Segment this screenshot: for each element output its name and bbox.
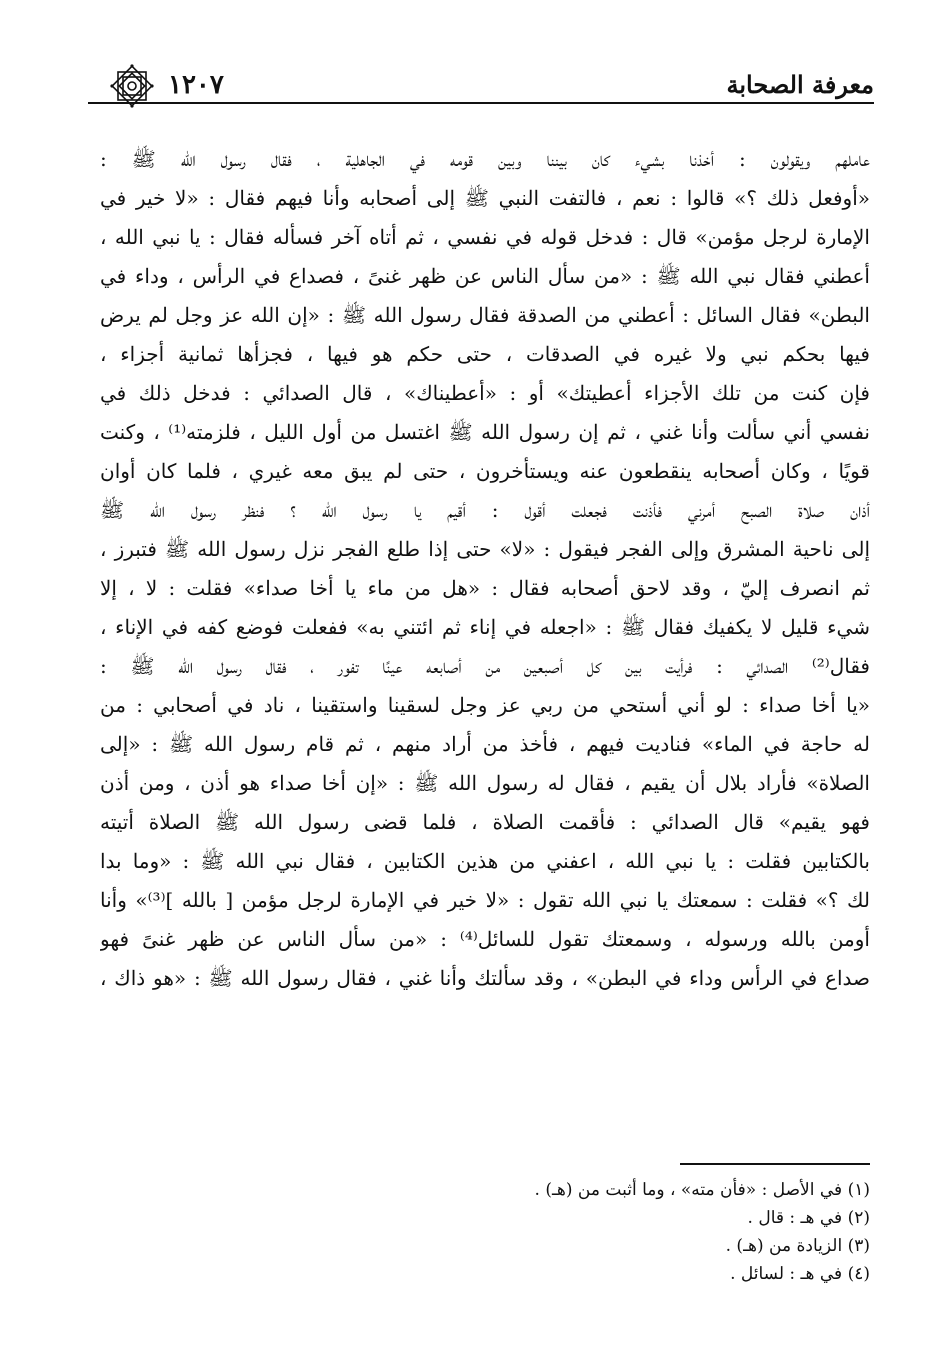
text-line: له حاجة في الماء» فناديت فيهم ، فأخذ من أراد منهم ، ثم قام رسول الله ﷺ : «إلى [100, 732, 870, 756]
text-line: صداع في الرأس وداء في البطن» ، وقد سألتك وأنا غني ، فقال رسول الله ﷺ : «هو ذاك ، [100, 966, 870, 990]
text-line: أعطني فقال نبي الله ﷺ : «من سأل الناس عن ظهر غنىً ، فصداع في الرأس ، وداء في [100, 264, 870, 288]
footnote: (١) في الأصل : «فأن مته» ، وما أثبت من (هـ) . [534, 1180, 870, 1200]
text-line: «أوفعل ذلك ؟» قالوا : نعم ، فالتفت النبي ﷺ إلى أصحابه وأنا فيهم فقال : «لا خير في [100, 186, 870, 210]
text-line: فهو يقيم» قال الصدائي : فأقمت الصلاة ، فلما قضى رسول الله ﷺ الصلاة أتيته [100, 810, 870, 834]
text-line: نفسي أني سألت وأنا غني ، ثم إن رسول الله ﷺ اغتسل من أول الليل ، فلزمته⁽¹⁾ ، وكنت [100, 420, 870, 444]
text-line: أذان صلاة الصبح أمرني فأذنت فجعلت أقول : أقيم يا رسول الله ؟ فنظر رسول الله ﷺ [100, 498, 870, 522]
text-line: شيء قليل لا يكفيك فقال ﷺ : «اجعله في إناء ثم ائتني به» ففعلت فوضع كفه في الإناء ، [100, 615, 870, 639]
text-line: الإمارة لرجل مؤمن» قال : فدخل قوله في نفسي ، ثم أتاه آخر فسأله فقال : يا نبي الله ، [100, 225, 870, 249]
footnote: (٢) في هـ : قال . [747, 1208, 870, 1228]
footnote-divider [680, 1163, 870, 1165]
text-line: أومن بالله ورسوله ، وسمعتك تقول للسائل⁽⁴⁾ : «من سأل الناس عن ظهر غنىً فهو [100, 927, 870, 951]
main-text [100, 140, 870, 998]
text-line: فقال⁽²⁾ الصدائي : فرأيت بين كل أصبعين من أصابعه عينًا تفور ، فقال رسول الله ﷺ : [100, 654, 870, 678]
text-line: الصلاة» فأراد بلال أن يقيم ، فقال له رسول الله ﷺ : «إن أخا صداء هو أذن ، ومن أذن [100, 771, 870, 795]
running-title: معرفة الصحابة [726, 70, 874, 99]
footnotes [100, 1176, 870, 1288]
text-line: ثم انصرف إليّ ، وقد لاحق أصحابه فقال : «هل من ماء يا أخا صداء» فقلت : لا ، إلا [100, 576, 870, 600]
text-line: عاملهم ويقولون : أخذنا بشيء كان بيننا وبين قومه في الجاهلية ، فقال رسول الله ﷺ : [100, 147, 870, 171]
header-rule [88, 102, 874, 104]
text-line: إلى ناحية المشرق وإلى الفجر فيقول : «لا» حتى إذا طلع الفجر نزل رسول الله ﷺ فتبرز ، [100, 537, 870, 561]
text-line: لك ؟» فقلت : سمعتك يا نبي الله تقول : «لا خير في الإمارة لرجل مؤمن [ بالله ]⁽³⁾» وأنا [100, 888, 870, 912]
text-line: بالكتابين فقلت : يا نبي الله ، اعفني من هذين الكتابين ، فقال نبي الله ﷺ : «وما بدا [100, 849, 870, 873]
page-header [88, 58, 874, 110]
text-line: فيها بحكم نبي ولا غيره في الصدقات ، حتى حكم هو فيها ، فجزأها ثمانية أجزاء ، [100, 342, 870, 366]
text-line: قويًا ، وكان أصحابه ينقطعون عنه ويستأخرون ، حتى لم يبق معه غيري ، فلما كان أوان [100, 459, 870, 483]
footnote: (٣) الزيادة من (هـ) . [725, 1236, 870, 1256]
page-number: ١٢٠٧ [168, 70, 224, 100]
text-line: فإن كنت من تلك الأجزاء أعطيتك» أو : «أعطيناك» ، قال الصدائي : فدخل ذلك في [100, 381, 870, 405]
text-line: البطن» فقال السائل : أعطني من الصدقة فقال رسول الله ﷺ : «إن الله عز وجل لم يرض [100, 303, 870, 327]
footnote: (٤) في هـ : لسائل . [730, 1264, 870, 1284]
text-line: «يا أخا صداء : لو أني أستحي من ربي عز وجل لسقينا واستقينا ، ناد في أصحابي : من [100, 693, 870, 717]
